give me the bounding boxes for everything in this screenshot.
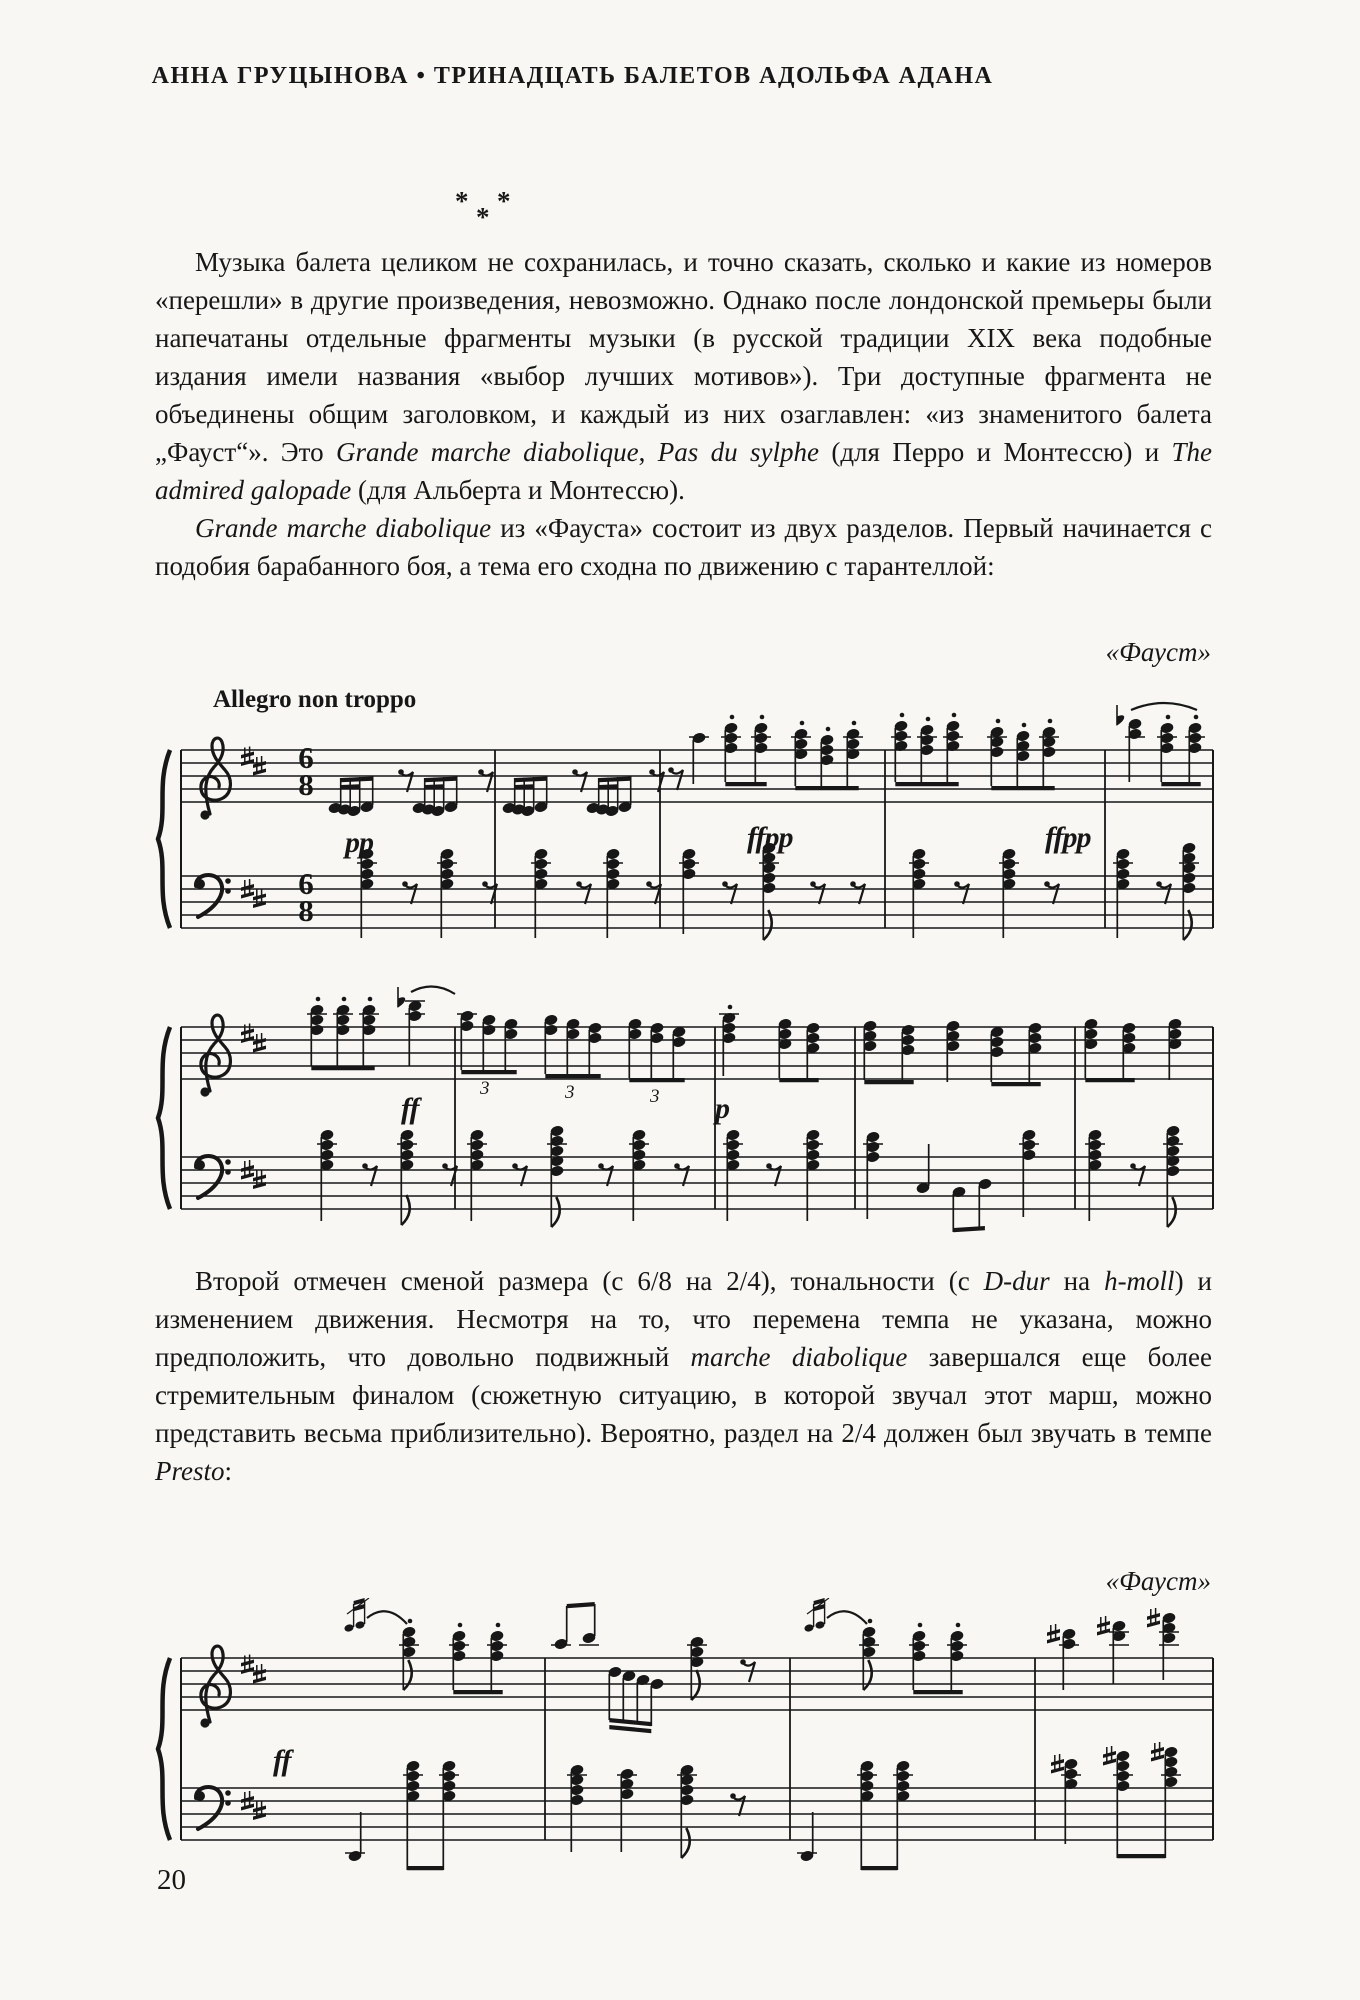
asterisk: * xyxy=(455,186,469,216)
text-run: (для Альберта и Монтессю). xyxy=(351,475,685,505)
dynamic-marking: p xyxy=(715,1092,729,1125)
asterisk: * xyxy=(497,186,511,216)
dynamic-marking: ff xyxy=(273,1744,291,1777)
text-run: : xyxy=(224,1456,233,1486)
dynamic-marking: ffpp xyxy=(1045,821,1091,854)
running-header: АННА ГРУЦЫНОВА • ТРИНАДЦАТЬ БАЛЕТОВ АДОЛЬФА АДАНА xyxy=(151,63,994,89)
music-notation xyxy=(155,982,1215,1250)
page-number: 20 xyxy=(157,1864,186,1896)
time-signature-denominator: 8 xyxy=(298,893,314,928)
score-caption-2: «Фауст» xyxy=(1105,1566,1211,1596)
dynamic-marking: pp xyxy=(345,826,373,859)
text-block-2 xyxy=(155,1262,1212,1490)
text-run: marche diabolique xyxy=(690,1342,908,1372)
tempo-marking: Allegro non troppo xyxy=(213,686,417,713)
text-run: D-dur xyxy=(983,1266,1050,1296)
time-signature-numerator: 6 xyxy=(298,866,314,901)
text-run: Grande marche diabolique xyxy=(335,437,639,467)
text-run: h-moll xyxy=(1104,1266,1175,1296)
triplet-number: 3 xyxy=(650,1086,660,1107)
text-run: Pas du sylphe xyxy=(657,437,819,467)
text-run: Музыка балета целиком не сохранилась, и точно сказать, сколько и какие из номеров «перешли» в другие произведения, невозможно. Однако после лондонской премьеры были напечатаны отдельные фрагменты музыки (в русской традиции XIX века подобные издания имели названия «выбор лучших мотивов»). Три доступные фрагмента не объединены общим заголовком, и каждый из них озаглавлен: «из знаменитого балета „Фауст“». Это xyxy=(155,247,1212,467)
text-run: на xyxy=(1049,1266,1105,1296)
paragraph-1 xyxy=(155,243,1212,509)
text-run: ) и изменением движения. Несмотря на то, что перемена темпа не указана, можно предположить, что довольно подвижный xyxy=(155,1266,1212,1372)
asterisk: * xyxy=(476,202,490,232)
time-signature-denominator: 8 xyxy=(298,767,314,802)
text-run: из «Фауста» состоит из двух разделов. Первый начинается с подобия барабанного боя, а тема его сходна по движению с тарантеллой: xyxy=(155,513,1213,581)
music-notation xyxy=(155,1598,1215,1900)
text-run: , xyxy=(638,437,658,467)
text-run: завершался еще более стремительным финалом (сюжетную ситуацию, в которой звучал этот марш, можно представить весьма приблизительно). Вероятно, раздел на 2/4 должен был звучать в темпе xyxy=(155,1342,1212,1448)
score-caption-1: «Фауст» xyxy=(1105,637,1211,667)
text-run: Второй отмечен сменой размера (с 6/8 на 2/4), тональности (с xyxy=(195,1266,984,1296)
text-run: (для Перро и Монтессю) и xyxy=(818,437,1172,467)
score-example-1-system-1 xyxy=(155,688,1215,980)
paragraph-2 xyxy=(155,509,1212,585)
text-block-1 xyxy=(155,243,1212,585)
text-run: Grande marche diabolique xyxy=(195,513,492,543)
time-signature-numerator: 6 xyxy=(298,740,314,775)
section-divider xyxy=(455,186,525,234)
text-run: The admired galopade xyxy=(155,437,1213,505)
score-example-2 xyxy=(155,1598,1215,1900)
paragraph-3 xyxy=(155,1262,1212,1490)
score-example-1-system-2 xyxy=(155,982,1215,1250)
triplet-number: 3 xyxy=(565,1082,575,1103)
triplet-number: 3 xyxy=(480,1078,490,1099)
dynamic-marking: ffpp xyxy=(747,821,793,854)
dynamic-marking: ff xyxy=(401,1092,419,1125)
text-run: Presto xyxy=(155,1456,225,1486)
